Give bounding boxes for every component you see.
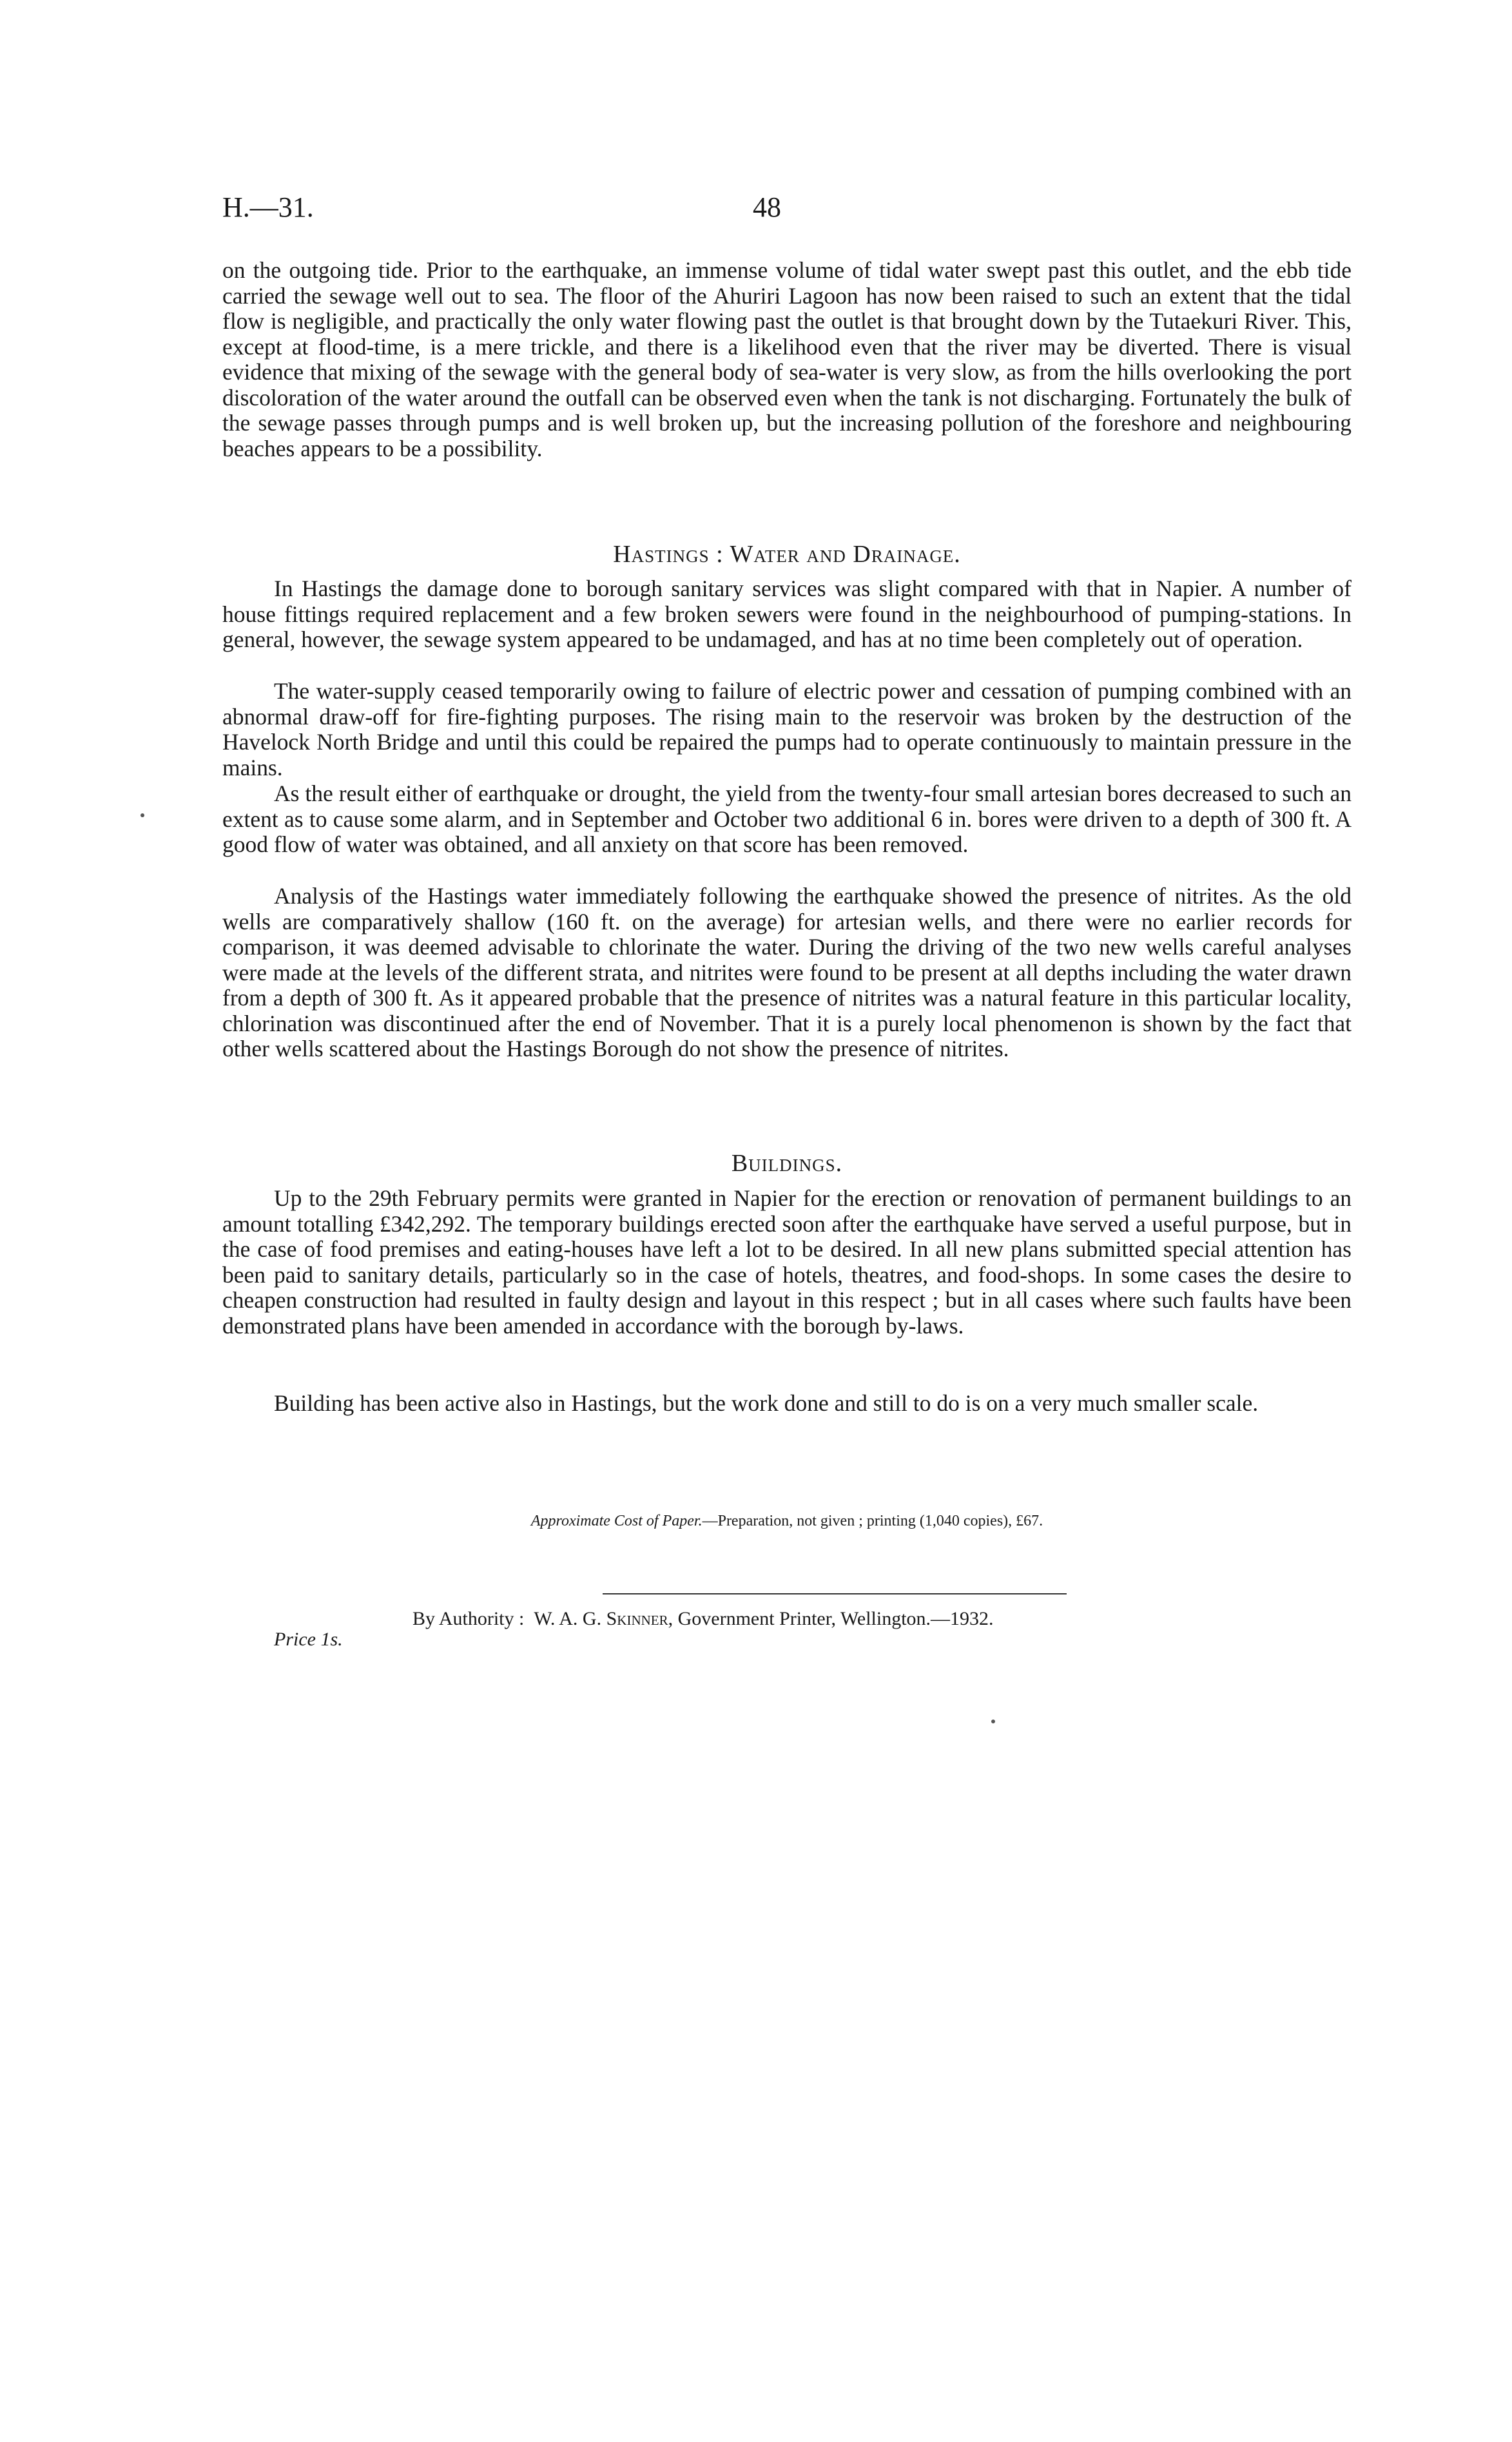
printer-name: W. A. G. Skinner, [534,1608,674,1629]
buildings-heading: Buildings. [731,1150,843,1177]
cost-label: Approximate Cost of Paper. [530,1513,703,1529]
document-reference: H.—31. [222,191,314,223]
buildings-paragraph-1: Up to the 29th February permits were granted in Napier for the erection or renovation of permanent buildings to an amount totalling £342,292. The temporary buildings erected soon after the earthquake have served a useful purpose, but in the case of food premises and eating-houses have left a lot to be desired. In all new plans submitted special attention has been paid to sanitary details, particularly so in the case of hotels, theatres, and food-shops. In some cases the desire to cheapen construction had resulted in faulty design and layout in this respect ; but in all cases where such faults have been demonstrated plans have been amended in accordance with the borough by-laws. [222,1185,1352,1339]
cost-text: —Preparation, not given ; printing (1,040 copies), £67. [702,1513,1043,1529]
hastings-paragraph-2: The water-supply ceased temporarily owing to failure of electric power and cessation of pumping combined with an abnormal draw-off for fire-fighting purposes. The rising main to the reservoir was broken by the destruction of the Havelock North Bridge and until this could be repaired the pumps had to operate continuously to maintain pressure in the mains. [222,678,1352,780]
footer-divider [603,1593,1067,1594]
price: Price 1s. [274,1629,343,1650]
intro-paragraph: on the outgoing tide. Prior to the earthquake, an immense volume of tidal water swept past this outlet, and the ebb tide carried the sewage well out to sea. The floor of the Ahuriri Lagoon has now been raised to such an extent that the tidal flow is negligible, and practically the only water flowing past the outlet is that brought down by the Tutaekuri River. This, except at flood-time, is a mere trickle, and there is a likelihood even that the river may be diverted. There is visual evidence that mixing of the sewage with the general body of sea-water is very slow, as from the hills overlooking the port discoloration of the water around the outfall can be observed even when the tank is not discharging. Fortunately the bulk of the sewage passes through pumps and is well broken up, but the increasing pollution of the foreshore and neighbouring beaches appears to be a possibility. [222,257,1352,461]
page-number: 48 [753,191,781,223]
authority-suffix: Government Printer, Wellington.—1932. [677,1608,994,1629]
cost-of-paper-note [222,1513,1352,1530]
buildings-paragraph-2: Building has been active also in Hastings, but the work done and still to do is on a very much smaller scale. [274,1390,1259,1416]
printer-imprint [412,1608,994,1630]
hastings-paragraph-3: As the result either of earthquake or drought, the yield from the twenty-four small artesian bores decreased to such an extent as to cause some alarm, and in September and October two additional 6 in. bores were driven to a depth of 300 ft. A good flow of water was obtained, and all anxiety on that score has been removed. [222,780,1352,857]
hastings-heading: Hastings : Water and Drainage. [613,541,961,568]
authority-prefix: By Authority : [412,1608,525,1629]
scan-speck [991,1720,995,1723]
hastings-paragraph-4: Analysis of the Hastings water immediately following the earthquake showed the presence of nitrites. As the old wells are comparatively shallow (160 ft. on the average) for artesian wells, and there were no earlier records for comparison, it was deemed advisable to chlorinate the water. During the driving of the two new wells careful analyses were made at the levels of the different strata, and nitrites were found to be present at all depths including the water drawn from a depth of 300 ft. As it appeared probable that the presence of nitrites was a natural feature in this particular locality, chlorination was discontinued after the end of November. That it is a purely local phenomenon is shown by the fact that other wells scattered about the Hastings Borough do not show the presence of nitrites. [222,883,1352,1061]
scan-speck [141,813,144,817]
hastings-paragraph-1: In Hastings the damage done to borough sanitary services was slight compared with that in Napier. A number of house fittings required replacement and a few broken sewers were found in the neighbourhood of pumping-stations. In general, however, the sewage system appeared to be undamaged, and has at no time been completely out of operation. [222,576,1352,652]
